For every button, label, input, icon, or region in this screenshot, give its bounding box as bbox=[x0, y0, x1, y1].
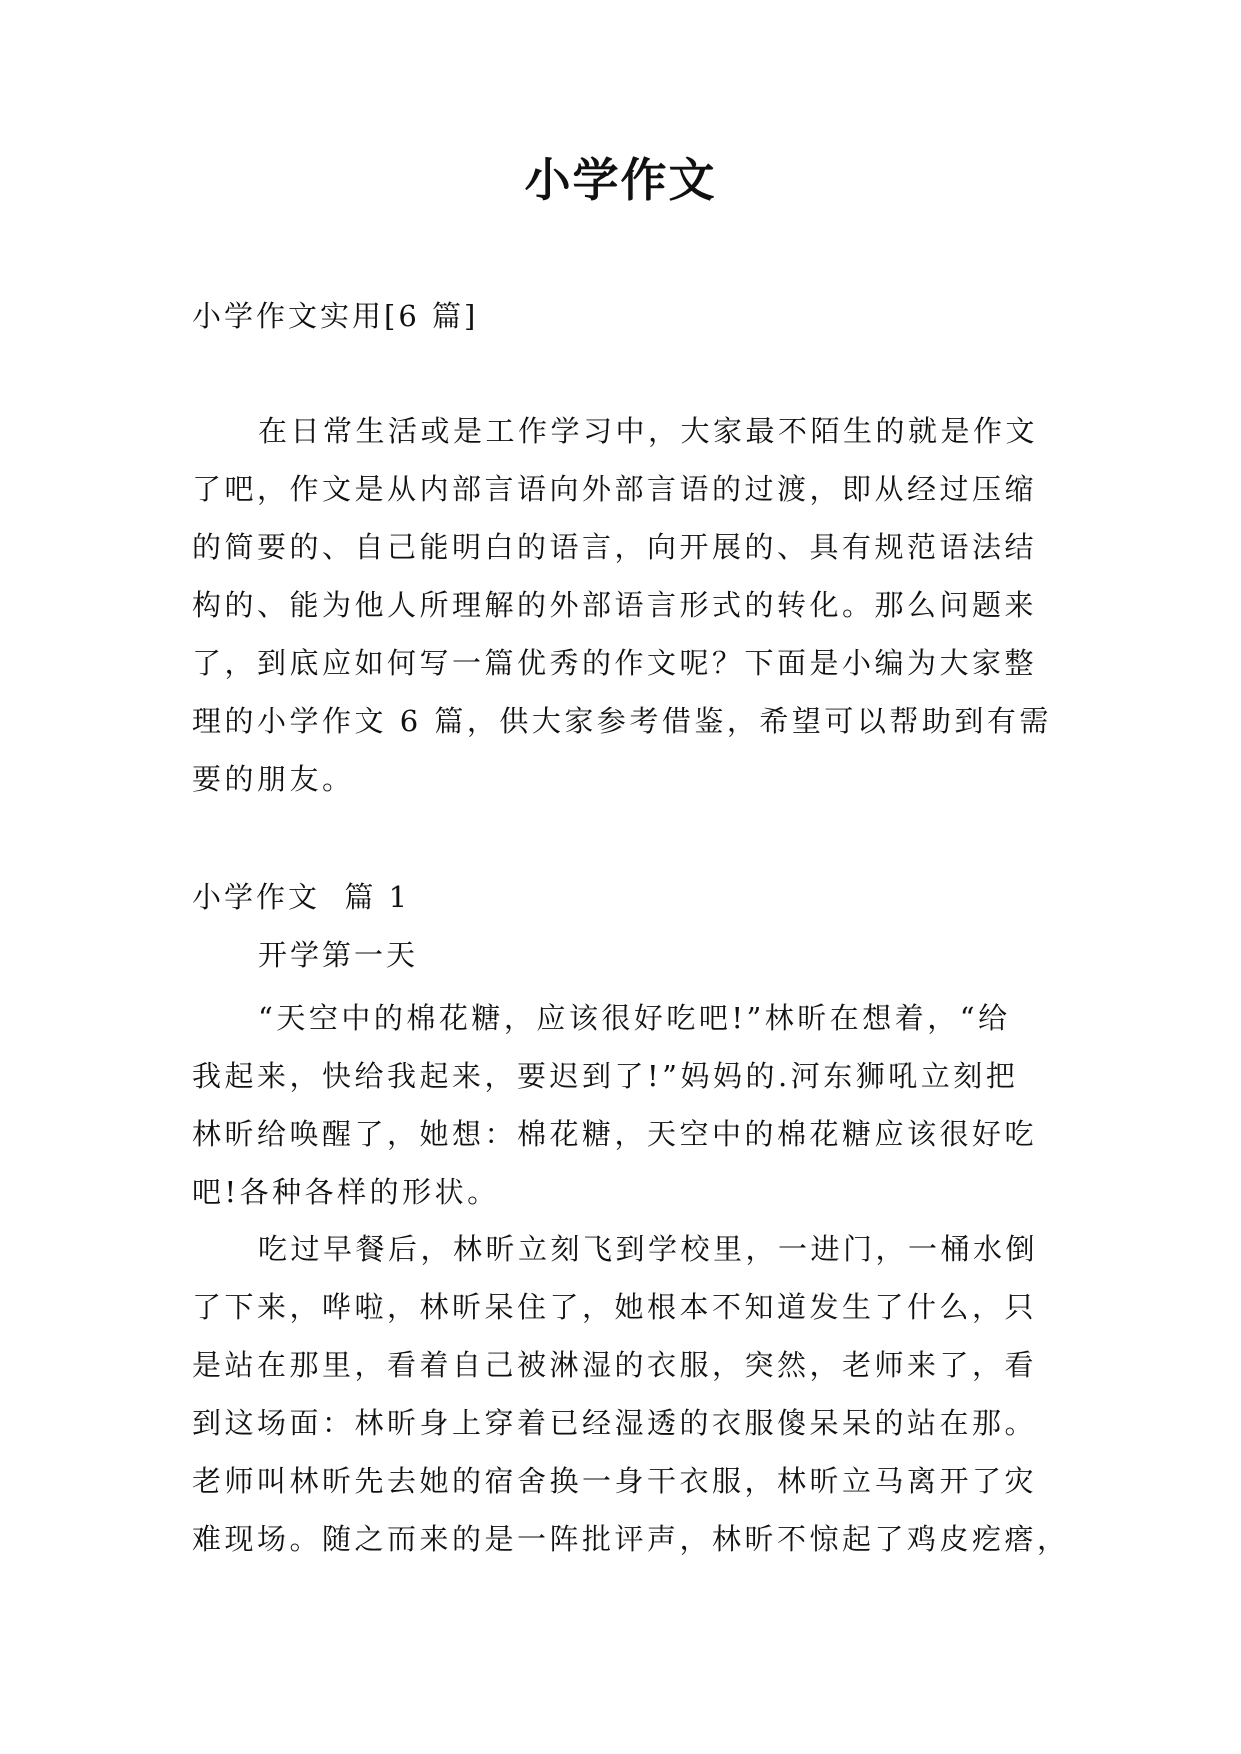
intro-line: 了吧，作文是从内部言语向外部言语的过渡，即从经过压缩 bbox=[192, 472, 1038, 506]
paragraph-line: 难现场。随之而来的是一阵批评声，林昕不惊起了鸡皮疙瘩， bbox=[192, 1522, 1070, 1556]
intro-line: 要的朋友。 bbox=[192, 762, 355, 796]
paragraph-line: 了下来，哗啦，林昕呆住了，她根本不知道发生了什么，只 bbox=[192, 1290, 1038, 1324]
paragraph-line: 到这场面：林昕身上穿着已经湿透的衣服傻呆呆的站在那。 bbox=[192, 1406, 1038, 1440]
document-subtitle: 小学作文实用[6 篇] bbox=[192, 299, 479, 333]
intro-line: 了，到底应如何写一篇优秀的作文呢？下面是小编为大家整 bbox=[192, 646, 1038, 680]
section-heading: 小学作文 篇 1 bbox=[192, 880, 411, 914]
intro-line: 在日常生活或是工作学习中，大家最不陌生的就是作文 bbox=[258, 414, 1039, 448]
intro-paragraph bbox=[192, 402, 1062, 808]
essay-paragraph-2 bbox=[192, 1220, 1070, 1568]
intro-line: 理的小学作文 6 篇，供大家参考借鉴，希望可以帮助到有需 bbox=[192, 704, 1052, 738]
paragraph-line: 吧!各种各样的形状。 bbox=[192, 1175, 500, 1209]
paragraph-line: 是站在那里，看着自己被淋湿的衣服，突然，老师来了，看 bbox=[192, 1348, 1038, 1382]
essay-title: 开学第一天 bbox=[258, 938, 419, 972]
paragraph-line: “天空中的棉花糖，应该很好吃吧!”林昕在想着，“给 bbox=[258, 1001, 1011, 1035]
intro-line: 的简要的、自己能明白的语言，向开展的、具有规范语法结 bbox=[192, 530, 1038, 564]
essay-paragraph-1 bbox=[192, 989, 1062, 1221]
paragraph-line: 吃过早餐后，林昕立刻飞到学校里，一进门，一桶水倒 bbox=[258, 1232, 1039, 1266]
paragraph-line: 林昕给唤醒了，她想：棉花糖，天空中的棉花糖应该很好吃 bbox=[192, 1117, 1038, 1151]
intro-line: 构的、能为他人所理解的外部语言形式的转化。那么问题来 bbox=[192, 588, 1038, 622]
paragraph-line: 老师叫林昕先去她的宿舍换一身干衣服，林昕立马离开了灾 bbox=[192, 1464, 1038, 1498]
document-title: 小学作文 bbox=[524, 153, 717, 207]
paragraph-line: 我起来，快给我起来，要迟到了!”妈妈的.河东狮吼立刻把 bbox=[192, 1059, 1019, 1093]
